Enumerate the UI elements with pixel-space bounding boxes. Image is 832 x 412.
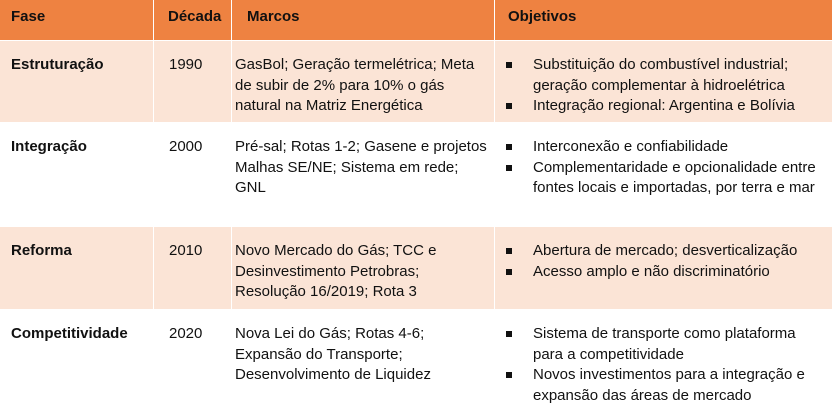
objetivo-text: Interconexão e confiabilidade <box>533 138 729 155</box>
column-divider <box>153 41 154 122</box>
bullet-icon <box>506 62 512 68</box>
marcos-cell: Pré-sal; Rotas 1-2; Gasene e projetos Malhas SE/NE; Sistema em rede; GNL <box>235 138 487 196</box>
header-divider <box>231 0 232 40</box>
decada-cell: 2000 <box>169 138 203 155</box>
objetivo-text: Novos investimentos para a integração e expansão das áreas de mercado <box>533 366 805 404</box>
header-fase: Fase <box>11 8 46 25</box>
fase-cell: Estruturação <box>11 56 104 73</box>
objetivo-text: Integração regional: Argentina e Bolívia <box>533 97 795 114</box>
table-row <box>0 123 832 226</box>
list-item <box>506 262 824 283</box>
bullet-icon <box>506 144 512 150</box>
column-divider <box>494 227 495 309</box>
list-item <box>506 241 824 262</box>
table-row <box>0 310 832 412</box>
decada-cell: 2020 <box>169 325 203 342</box>
bullet-icon <box>506 165 512 171</box>
objetivo-text: Acesso amplo e não discriminatório <box>533 262 770 280</box>
list-item <box>506 137 824 158</box>
list-item <box>506 55 824 96</box>
objetivo-text: Substituição do combustível industrial; geração complementar à hidroelétrica <box>533 56 789 94</box>
bullet-icon <box>506 331 512 337</box>
list-item <box>506 365 824 406</box>
bullet-icon <box>506 103 512 109</box>
marcos-cell: GasBol; Geração termelétrica; Meta de subir de 2% para 10% o gás natural na Matriz Energética <box>235 56 475 114</box>
objetivos-list <box>506 241 824 282</box>
marcos-cell: Novo Mercado do Gás; TCC e Desinvestimento Petrobras; Resolução 16/2019; Rota 3 <box>235 242 437 300</box>
table-row <box>0 41 832 122</box>
list-item <box>506 324 824 365</box>
objetivo-text: Sistema de transporte como plataforma para a competitividade <box>533 325 796 363</box>
column-divider <box>494 123 495 226</box>
objetivos-list <box>506 324 824 406</box>
header-marcos: Marcos <box>247 8 300 25</box>
objetivos-cell <box>494 227 832 309</box>
header-divider <box>494 0 495 40</box>
column-divider <box>494 310 495 412</box>
header-decada: Década <box>168 8 222 25</box>
header-objetivos: Objetivos <box>508 8 577 25</box>
fase-cell: Integração <box>11 138 87 155</box>
fase-cell: Competitividade <box>11 325 128 342</box>
decada-cell: 1990 <box>169 56 203 73</box>
decada-cell: 2010 <box>169 242 203 259</box>
list-item <box>506 96 824 117</box>
bullet-icon <box>506 269 512 275</box>
objetivos-list <box>506 55 824 117</box>
table-header <box>0 0 832 40</box>
objetivos-cell <box>494 123 832 226</box>
table-row <box>0 227 832 309</box>
column-divider <box>231 310 232 412</box>
header-divider <box>153 0 154 40</box>
objetivo-text: Abertura de mercado; desverticalização <box>533 242 798 259</box>
column-divider <box>153 310 154 412</box>
column-divider <box>153 123 154 226</box>
column-divider <box>231 227 232 309</box>
column-divider <box>494 41 495 122</box>
marcos-cell: Nova Lei do Gás; Rotas 4-6; Expansão do Transporte; Desenvolvimento de Liquidez <box>235 325 431 383</box>
bullet-icon <box>506 372 512 378</box>
column-divider <box>231 41 232 122</box>
fase-cell: Reforma <box>11 242 72 259</box>
bullet-icon <box>506 248 512 254</box>
objetivos-list <box>506 137 824 199</box>
objetivos-cell <box>494 41 832 122</box>
list-item <box>506 158 824 199</box>
column-divider <box>153 227 154 309</box>
objetivos-cell <box>494 310 832 412</box>
column-divider <box>231 123 232 226</box>
objetivo-text: Complementaridade e opcionalidade entre fontes locais e importadas, por terra e mar <box>533 158 816 196</box>
